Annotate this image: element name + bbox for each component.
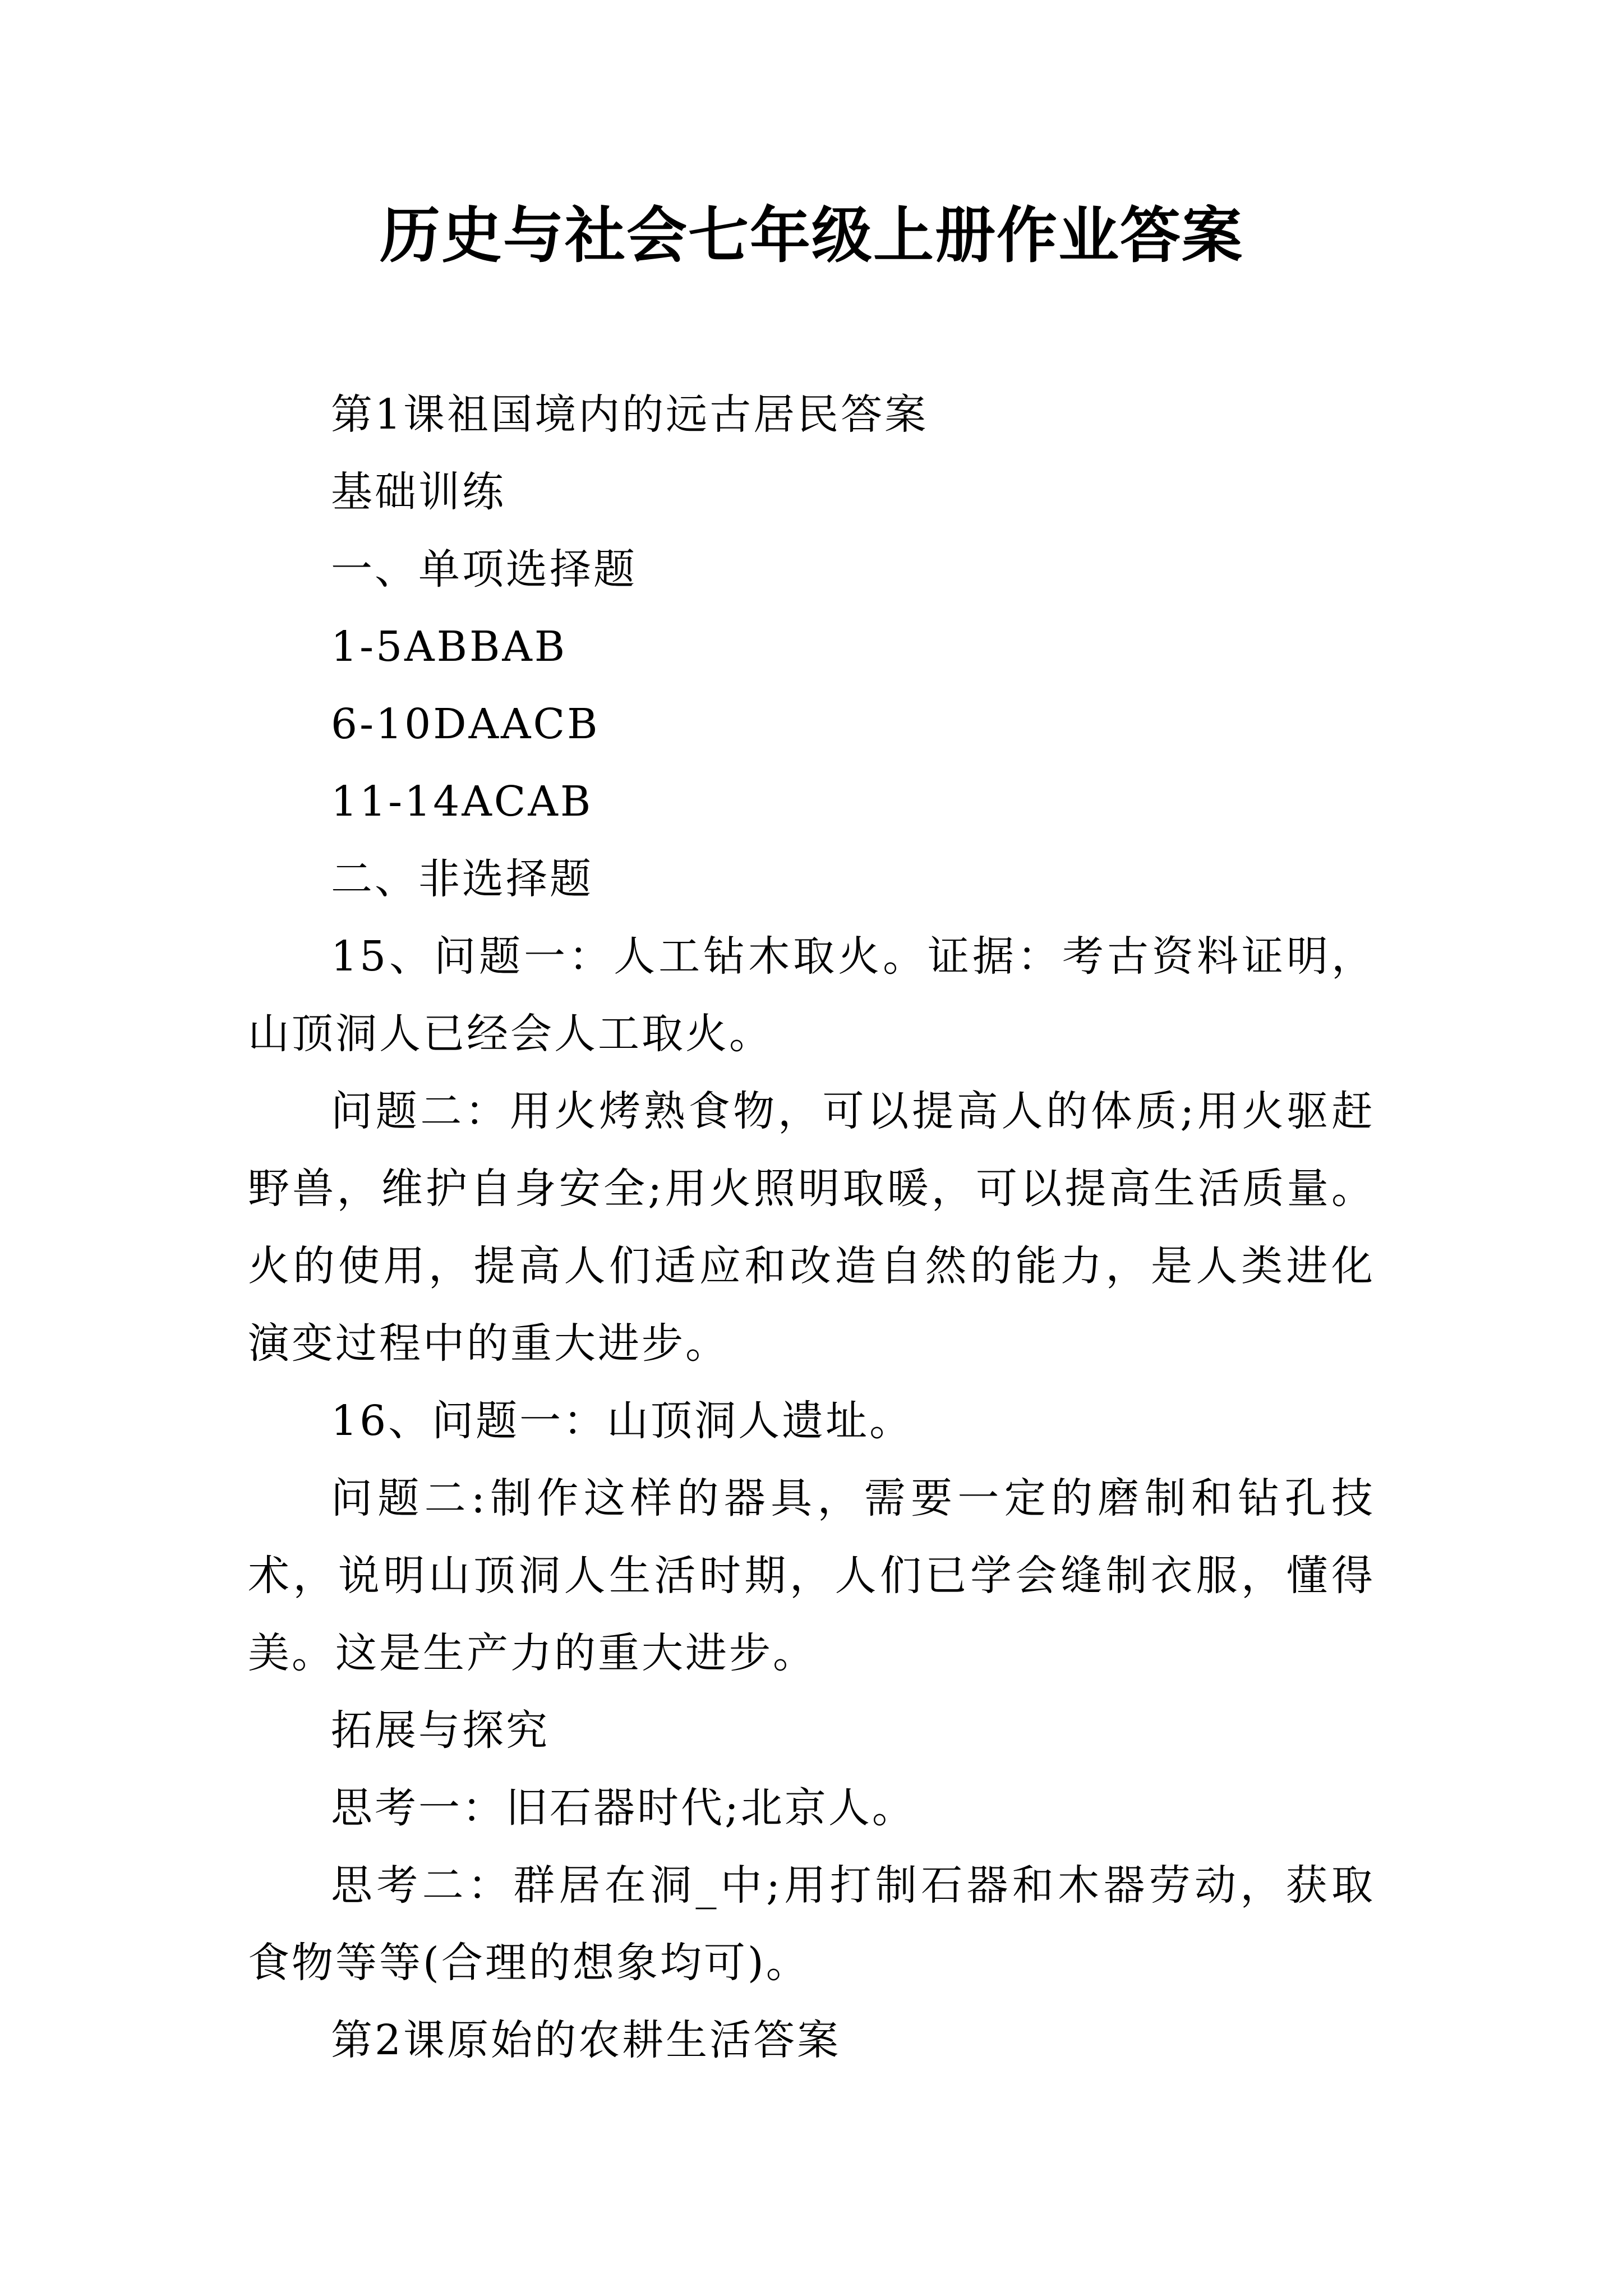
section-heading: 拓展与探究 [331,1706,550,1755]
answer-paragraph: 思考二：群居在洞_中;用打制石器和木器劳动，获取食物等等(合理的想象均可)。 [248,1861,1375,1987]
lesson-heading: 第1课祖国境内的远古居民答案 [331,390,929,439]
answer-paragraph: 15、问题一：人工钻木取火。证据：考古资料证明，山顶洞人已经会人工取火。 [248,932,1375,1058]
document-title: 历史与社会七年级上册作业答案 [379,200,1243,271]
answer-line: 6-10DAACB [331,700,600,748]
answer-paragraph: 问题二:制作这样的器具，需要一定的磨制和钻孔技术，说明山顶洞人生活时期，人们已学会缝制衣服，懂得美。这是生产力的重大进步。 [248,1474,1375,1677]
document-body [248,376,1375,2079]
lesson-heading: 第2课原始的农耕生活答案 [331,2016,841,2064]
answer-line: 1-5ABBAB [331,623,568,671]
question-type-heading: 一、单项选择题 [331,545,637,593]
answer-line: 11-14ACAB [331,777,593,826]
answer-paragraph: 思考一：旧石器时代;北京人。 [331,1784,916,1832]
section-heading: 基础训练 [331,468,506,516]
answer-paragraph: 问题二：用火烤熟食物，可以提高人的体质;用火驱赶野兽，维护自身安全;用火照明取暖，可以提高生活质量。火的使用，提高人们适应和改造自然的能力，是人类进化演变过程中的重大进步。 [248,1087,1375,1368]
answer-paragraph: 16、问题一：山顶洞人遗址。 [331,1397,914,1445]
question-type-heading: 二、非选择题 [331,855,593,903]
